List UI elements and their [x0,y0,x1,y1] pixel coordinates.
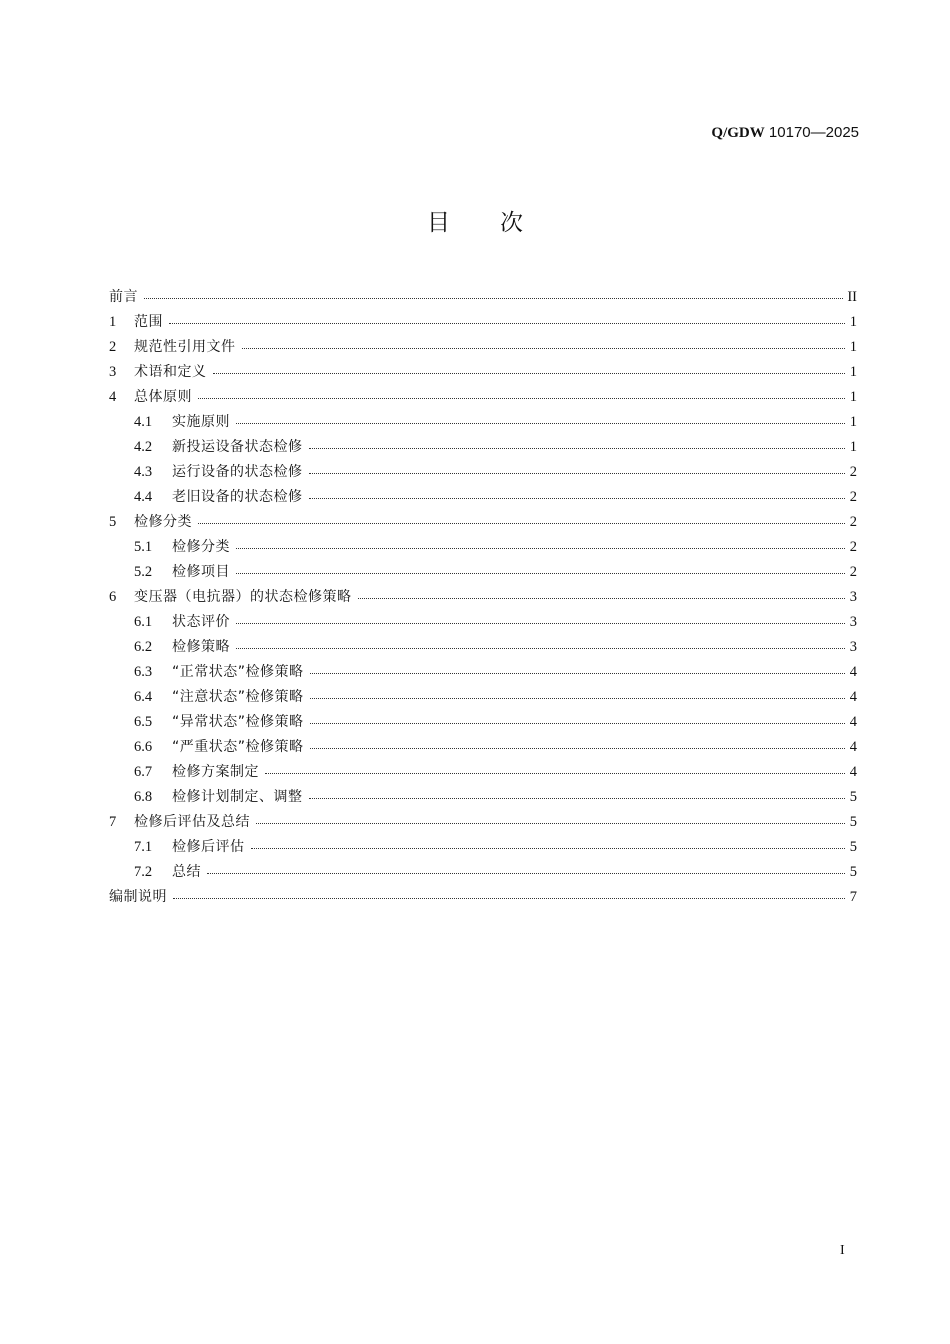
toc-entry-page: 3 [849,639,857,655]
dot-leader [169,323,845,324]
toc-entry-title: 检修计划制定、调整 [172,789,303,805]
toc-entry[interactable] [109,410,857,435]
dot-leader [236,573,845,574]
dot-leader [207,873,845,874]
toc-entry-title: 状态评价 [172,614,230,630]
dot-leader [251,848,846,849]
toc-entry-page: 2 [849,514,857,530]
toc-entry[interactable] [109,610,857,635]
toc-entry-number: 6.7 [134,764,153,780]
toc-entry-title: 变压器（电抗器）的状态检修策略 [134,589,352,605]
toc-entry-title: 实施原则 [172,414,230,430]
toc-entry-page: 2 [849,489,857,505]
toc-entry-page: 3 [849,589,857,605]
toc-entry-page: 2 [849,564,857,580]
dot-leader [242,348,846,349]
toc-entry-title: 老旧设备的状态检修 [172,489,303,505]
toc-entry-page: 4 [849,764,857,780]
document-code [711,124,859,142]
toc-entry-number: 4 [109,389,117,405]
dot-leader [198,398,845,399]
toc-entry[interactable] [109,310,857,335]
toc-entry-page: 5 [849,814,857,830]
toc-entry-title: 前言 [109,289,138,305]
toc-entry-title: 检修后评估 [172,839,245,855]
toc-entry[interactable] [109,635,857,660]
dot-leader [358,598,846,599]
toc-entry[interactable] [109,785,857,810]
dot-leader [198,523,845,524]
dot-leader [256,823,845,824]
dot-leader [144,298,843,299]
toc-entry-page: 1 [849,439,857,455]
dot-leader [309,473,846,474]
toc-entry-number: 6.1 [134,614,153,630]
toc-entry[interactable] [109,360,857,385]
dot-leader [173,898,845,899]
toc-entry-number: 7 [109,814,117,830]
toc-entry-page: 7 [849,889,857,905]
toc-entry-page: 5 [849,864,857,880]
toc-entry[interactable] [109,535,857,560]
toc-entry[interactable] [109,810,857,835]
toc-entry-page: 1 [849,339,857,355]
toc-entry-title: 检修方案制定 [172,764,259,780]
toc-entry-number: 4.1 [134,414,153,430]
toc-entry-page: 5 [849,839,857,855]
dot-leader [309,498,846,499]
toc-entry-number: 2 [109,339,117,355]
toc-entry-page: 1 [849,364,857,380]
toc-entry-page: 2 [849,464,857,480]
document-code-number: 10170—2025 [764,124,859,141]
toc-entry[interactable] [109,510,857,535]
toc-entry-number: 7.1 [134,839,153,855]
toc-entry-page: II [847,289,857,305]
toc-entry-number: 6 [109,589,117,605]
toc-entry-title: 编制说明 [109,889,167,905]
toc-entry[interactable] [109,285,857,310]
toc-entry-page: 4 [849,664,857,680]
toc-entry-number: 4.4 [134,489,153,505]
dot-leader [265,773,845,774]
toc-entry-title: 术语和定义 [134,364,207,380]
dot-leader [236,623,845,624]
toc-entry[interactable] [109,860,857,885]
toc-entry-title: “注意状态”检修策略 [172,689,304,705]
toc-entry-title: 运行设备的状态检修 [172,464,303,480]
toc-entry[interactable] [109,485,857,510]
dot-leader [236,648,845,649]
toc-entry-page: 1 [849,414,857,430]
toc-entry-number: 5.1 [134,539,153,555]
toc-entry-title: “严重状态”检修策略 [172,739,304,755]
dot-leader [236,548,845,549]
toc-entry-page: 4 [849,714,857,730]
toc-entry-number: 1 [109,314,117,330]
toc-entry[interactable] [109,760,857,785]
toc-entry-page: 1 [849,314,857,330]
toc-entry[interactable] [109,710,857,735]
toc-entry-number: 6.5 [134,714,153,730]
toc-entry-title: “异常状态”检修策略 [172,714,304,730]
toc-entry[interactable] [109,660,857,685]
toc-entry[interactable] [109,885,857,910]
toc-title: 目次 [427,210,573,236]
toc-entry-title: 范围 [134,314,163,330]
toc-entry-title: 检修后评估及总结 [134,814,250,830]
toc-entry-page: 1 [849,389,857,405]
dot-leader [213,373,846,374]
toc-entry-title: 总结 [172,864,201,880]
toc-entry[interactable] [109,335,857,360]
toc-entry[interactable] [109,735,857,760]
page-number: I [840,1243,845,1258]
toc-entry-title: 规范性引用文件 [134,339,236,355]
toc-entry-title: 总体原则 [134,389,192,405]
toc-entry-title: “正常状态”检修策略 [172,664,304,680]
toc-entry[interactable] [109,560,857,585]
dot-leader [236,423,845,424]
toc-entry-number: 5.2 [134,564,153,580]
toc-entry-title: 检修项目 [172,564,230,580]
toc-entry-number: 5 [109,514,117,530]
toc-entry[interactable] [109,685,857,710]
toc-entry-number: 4.2 [134,439,153,455]
toc-entry-page: 4 [849,739,857,755]
toc-entry-number: 4.3 [134,464,153,480]
toc-entry-page: 3 [849,614,857,630]
dot-leader [309,798,846,799]
toc-entry[interactable] [109,435,857,460]
toc-entry-number: 6.8 [134,789,153,805]
toc-entry-number: 7.2 [134,864,153,880]
dot-leader [310,748,845,749]
toc-entry-number: 6.6 [134,739,153,755]
toc-entry-title: 新投运设备状态检修 [172,439,303,455]
toc-entry-number: 6.3 [134,664,153,680]
dot-leader [310,698,845,699]
table-of-contents [109,285,857,910]
toc-entry-title: 检修分类 [172,539,230,555]
toc-entry[interactable] [109,585,857,610]
toc-entry-title: 检修分类 [134,514,192,530]
toc-entry-number: 6.2 [134,639,153,655]
toc-entry-page: 5 [849,789,857,805]
document-code-prefix: Q/GDW [711,125,765,141]
toc-entry-title: 检修策略 [172,639,230,655]
toc-entry-page: 2 [849,539,857,555]
dot-leader [310,723,845,724]
toc-entry-number: 3 [109,364,117,380]
dot-leader [309,448,846,449]
toc-entry[interactable] [109,460,857,485]
toc-entry-page: 4 [849,689,857,705]
dot-leader [310,673,845,674]
toc-entry[interactable] [109,385,857,410]
toc-entry[interactable] [109,835,857,860]
toc-entry-number: 6.4 [134,689,153,705]
